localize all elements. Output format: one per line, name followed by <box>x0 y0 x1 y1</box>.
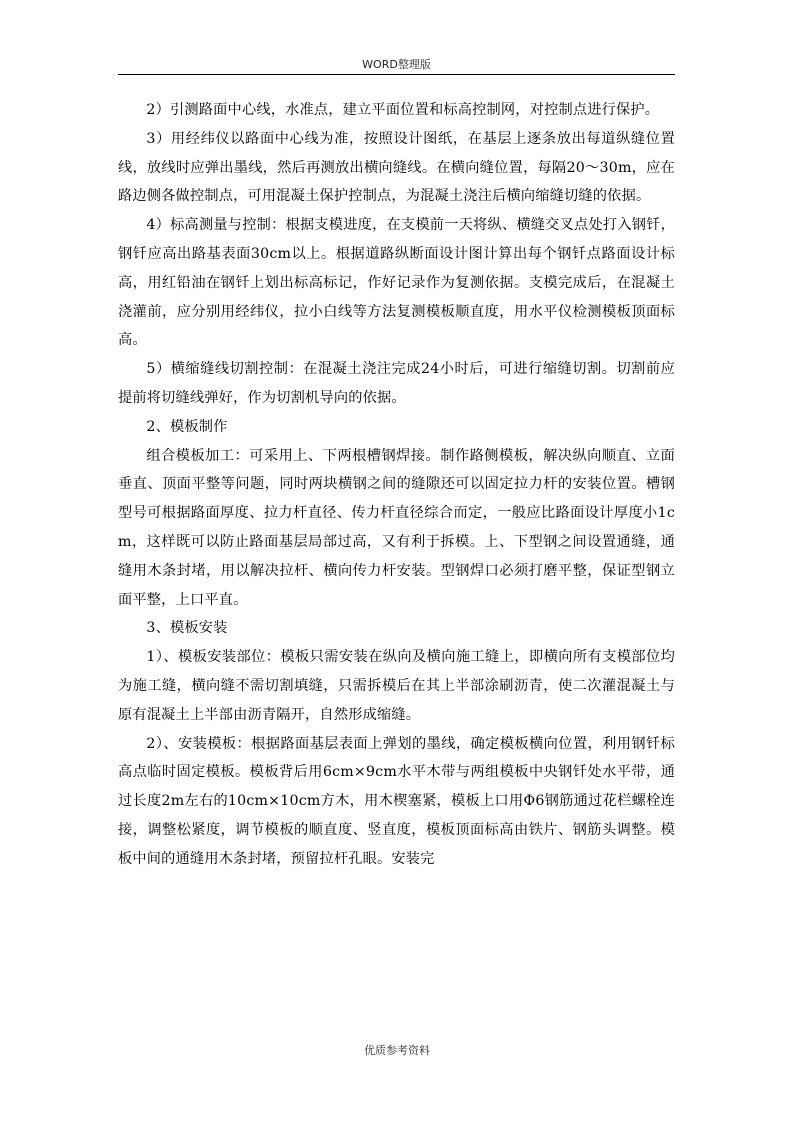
paragraph-elevation-control: 4）标高测量与控制：根据支模进度，在支模前一天将纵、横缝交叉点处打入钢钎，钢钎应高出路基表面30cm以上。根据道路纵断面设计图计算出每个钢钎点路面设计标高，用红铅油在钢钎上划出标高标记，作好记录作为复测依据。支模完成后，在混凝土浇灌前，应分别用经纬仪，拉小白线等方法复测模板顺直度，用水平仪检测模板顶面标高。 <box>118 217 675 349</box>
paragraph-formwork-making: 组合模板加工：可采用上、下两根槽钢焊接。制作路侧模板，解决纵向顺直、立面垂直、顶面平整等问题，同时两块横钢之间的缝隙还可以固定拉力杆的安装位置。槽钢型号可根据路面厚度、拉力杆直径、传力杆直径综合而定，一般应比路面设计厚度小1cm，这样既可以防止路面基层局部过高，又有利于拆模。上、下型钢之间设置通缝，通缝用木条封堵，用以解决拉杆、横向传力杆安装。型钢焊口必须打磨平整，保证型钢立面平整，上口平直。 <box>118 447 675 608</box>
paragraph-install-formwork: 2）、安装模板：根据路面基层表面上弹划的墨线，确定模板横向位置，利用钢钎标高点临时固定模板。模板背后用6cm×9cm水平木带与两组模板中央钢钎处水平带，通过长度2m左右的10cm×10cm方木，用木楔塞紧，模板上口用Φ6钢筋通过花栏螺栓连接，调整松紧度，调节模板的顺直度、竖直度，模板顶面标高由铁片、钢筋头调整。模板中间的通缝用木条封堵，预留拉杆孔眼。安装完 <box>118 735 675 867</box>
document-body <box>118 96 675 874</box>
header-title: WORD整理版 <box>362 58 431 71</box>
paragraph-install-location: 1）、模板安装部位：模板只需安装在纵向及横向施工缝上，即横向所有支模部位均为施工缝，横向缝不需切割填缝，只需拆模后在其上半部涂刷沥青，使二次灌混凝土与原有混凝土上半部由沥青隔开，自然形成缩缝。 <box>118 649 675 723</box>
paragraph-centerline: 2）引测路面中心线，水准点，建立平面位置和标高控制网，对控制点进行保护。 <box>146 102 660 118</box>
page-header <box>118 52 675 75</box>
heading-formwork-making: 2、模板制作 <box>146 418 228 435</box>
page-footer: 优质参考资料 <box>364 1044 430 1057</box>
paragraph-longitudinal-joints: 3）用经纬仪以路面中心线为准，按照设计图纸，在基层上逐条放出每道纵缝位置线，放线时应弹出墨线，然后再测放出横向缝线。在横向缝位置，每隔20～30m，应在路边侧各做控制点，可用混凝土保护控制点，为混凝土浇注后横向缩缝切缝的依据。 <box>118 130 675 205</box>
heading-formwork-installation: 3、模板安装 <box>146 620 228 637</box>
paragraph-joint-cutting: 5）横缩缝线切割控制：在混凝土浇注完成24小时后，可进行缩缝切割。切割前应提前将切缝线弹好，作为切割机导向的依据。 <box>118 361 675 406</box>
